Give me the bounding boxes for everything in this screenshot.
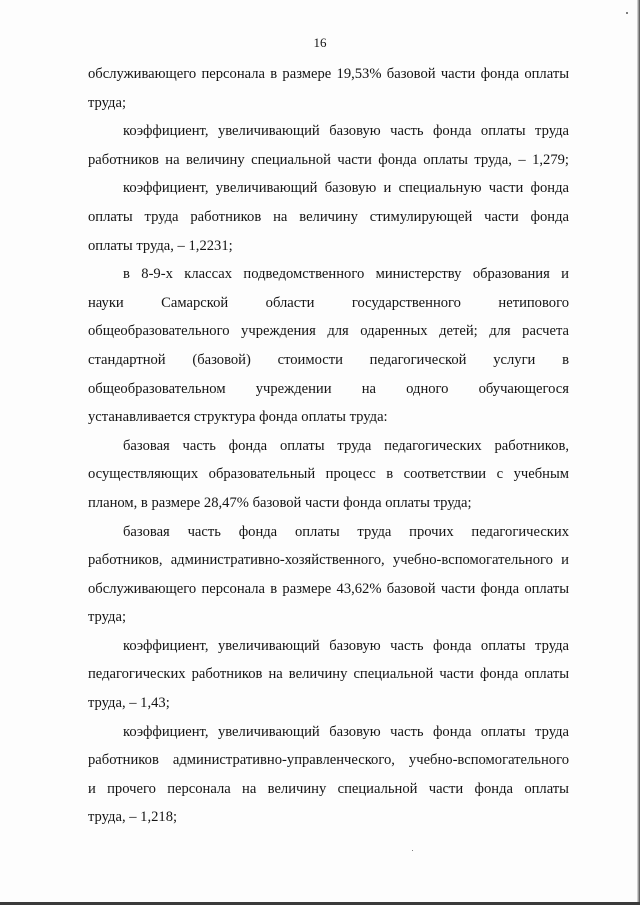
text-line: обслуживающего персонала в размере 19,53% базовой части фонда оплаты xyxy=(88,66,569,82)
body-text xyxy=(88,60,569,832)
paragraph-first-line: коэффициент, увеличивающий базовую и специальную части фонда xyxy=(123,180,569,197)
paragraph-first-line: в 8-9-х классах подведомственного министерству образования и xyxy=(123,266,569,283)
text-line: работников административно-управленческого, учебно-вспомогательного xyxy=(88,752,569,769)
text-line: педагогических работников на величину специальной части фонда оплаты xyxy=(88,666,569,683)
text-line: оплаты труда, – 1,2231; xyxy=(88,237,233,254)
text-line: устанавливается структура фонда оплаты труда: xyxy=(88,409,388,426)
paragraph-first-line: базовая часть фонда оплаты труда прочих педагогических xyxy=(123,523,569,540)
text-line: осуществляющих образовательный процесс в соответствии с учебным xyxy=(88,466,569,483)
text-line: общеобразовательного учреждения для одаренных детей; для расчета xyxy=(88,323,569,340)
text-line: науки Самарской области государственного нетипового xyxy=(88,294,569,311)
text-line: общеобразовательном учреждении на одного обучающегося xyxy=(88,380,569,397)
text-line: и прочего персонала на величину специальной части фонда оплаты xyxy=(88,780,569,797)
paragraph-first-line: коэффициент, увеличивающий базовую часть фонда оплаты труда xyxy=(123,723,569,740)
text-line: работников, административно-хозяйственного, учебно-вспомогательного и xyxy=(88,552,569,569)
scan-speck xyxy=(626,12,628,14)
text-line: работников на величину специальной части фонда оплаты труда, – 1,279; xyxy=(88,151,569,168)
text-line: труда; xyxy=(88,609,126,626)
text-line: труда, – 1,43; xyxy=(88,695,170,712)
text-line: планом, в размере 28,47% базовой части фонда оплаты труда; xyxy=(88,494,472,511)
paragraph-first-line: коэффициент, увеличивающий базовую часть фонда оплаты труда xyxy=(123,637,569,654)
text-line: стандартной (базовой) стоимости педагогической услуги в xyxy=(88,351,569,368)
text-line: труда, – 1,218; xyxy=(88,809,178,826)
page-number: 16 xyxy=(313,35,327,50)
paragraph-first-line: коэффициент, увеличивающий базовую часть фонда оплаты труда xyxy=(123,123,569,140)
paragraph-first-line: базовая часть фонда оплаты труда педагогических работников, xyxy=(123,437,569,454)
text-line: обслуживающего персонала в размере 43,62% базовой части фонда оплаты xyxy=(88,580,569,597)
text-line: труда; xyxy=(88,94,126,111)
text-line: оплаты труда работников на величину стимулирующей части фонда xyxy=(88,208,569,225)
scan-speck xyxy=(412,850,413,851)
